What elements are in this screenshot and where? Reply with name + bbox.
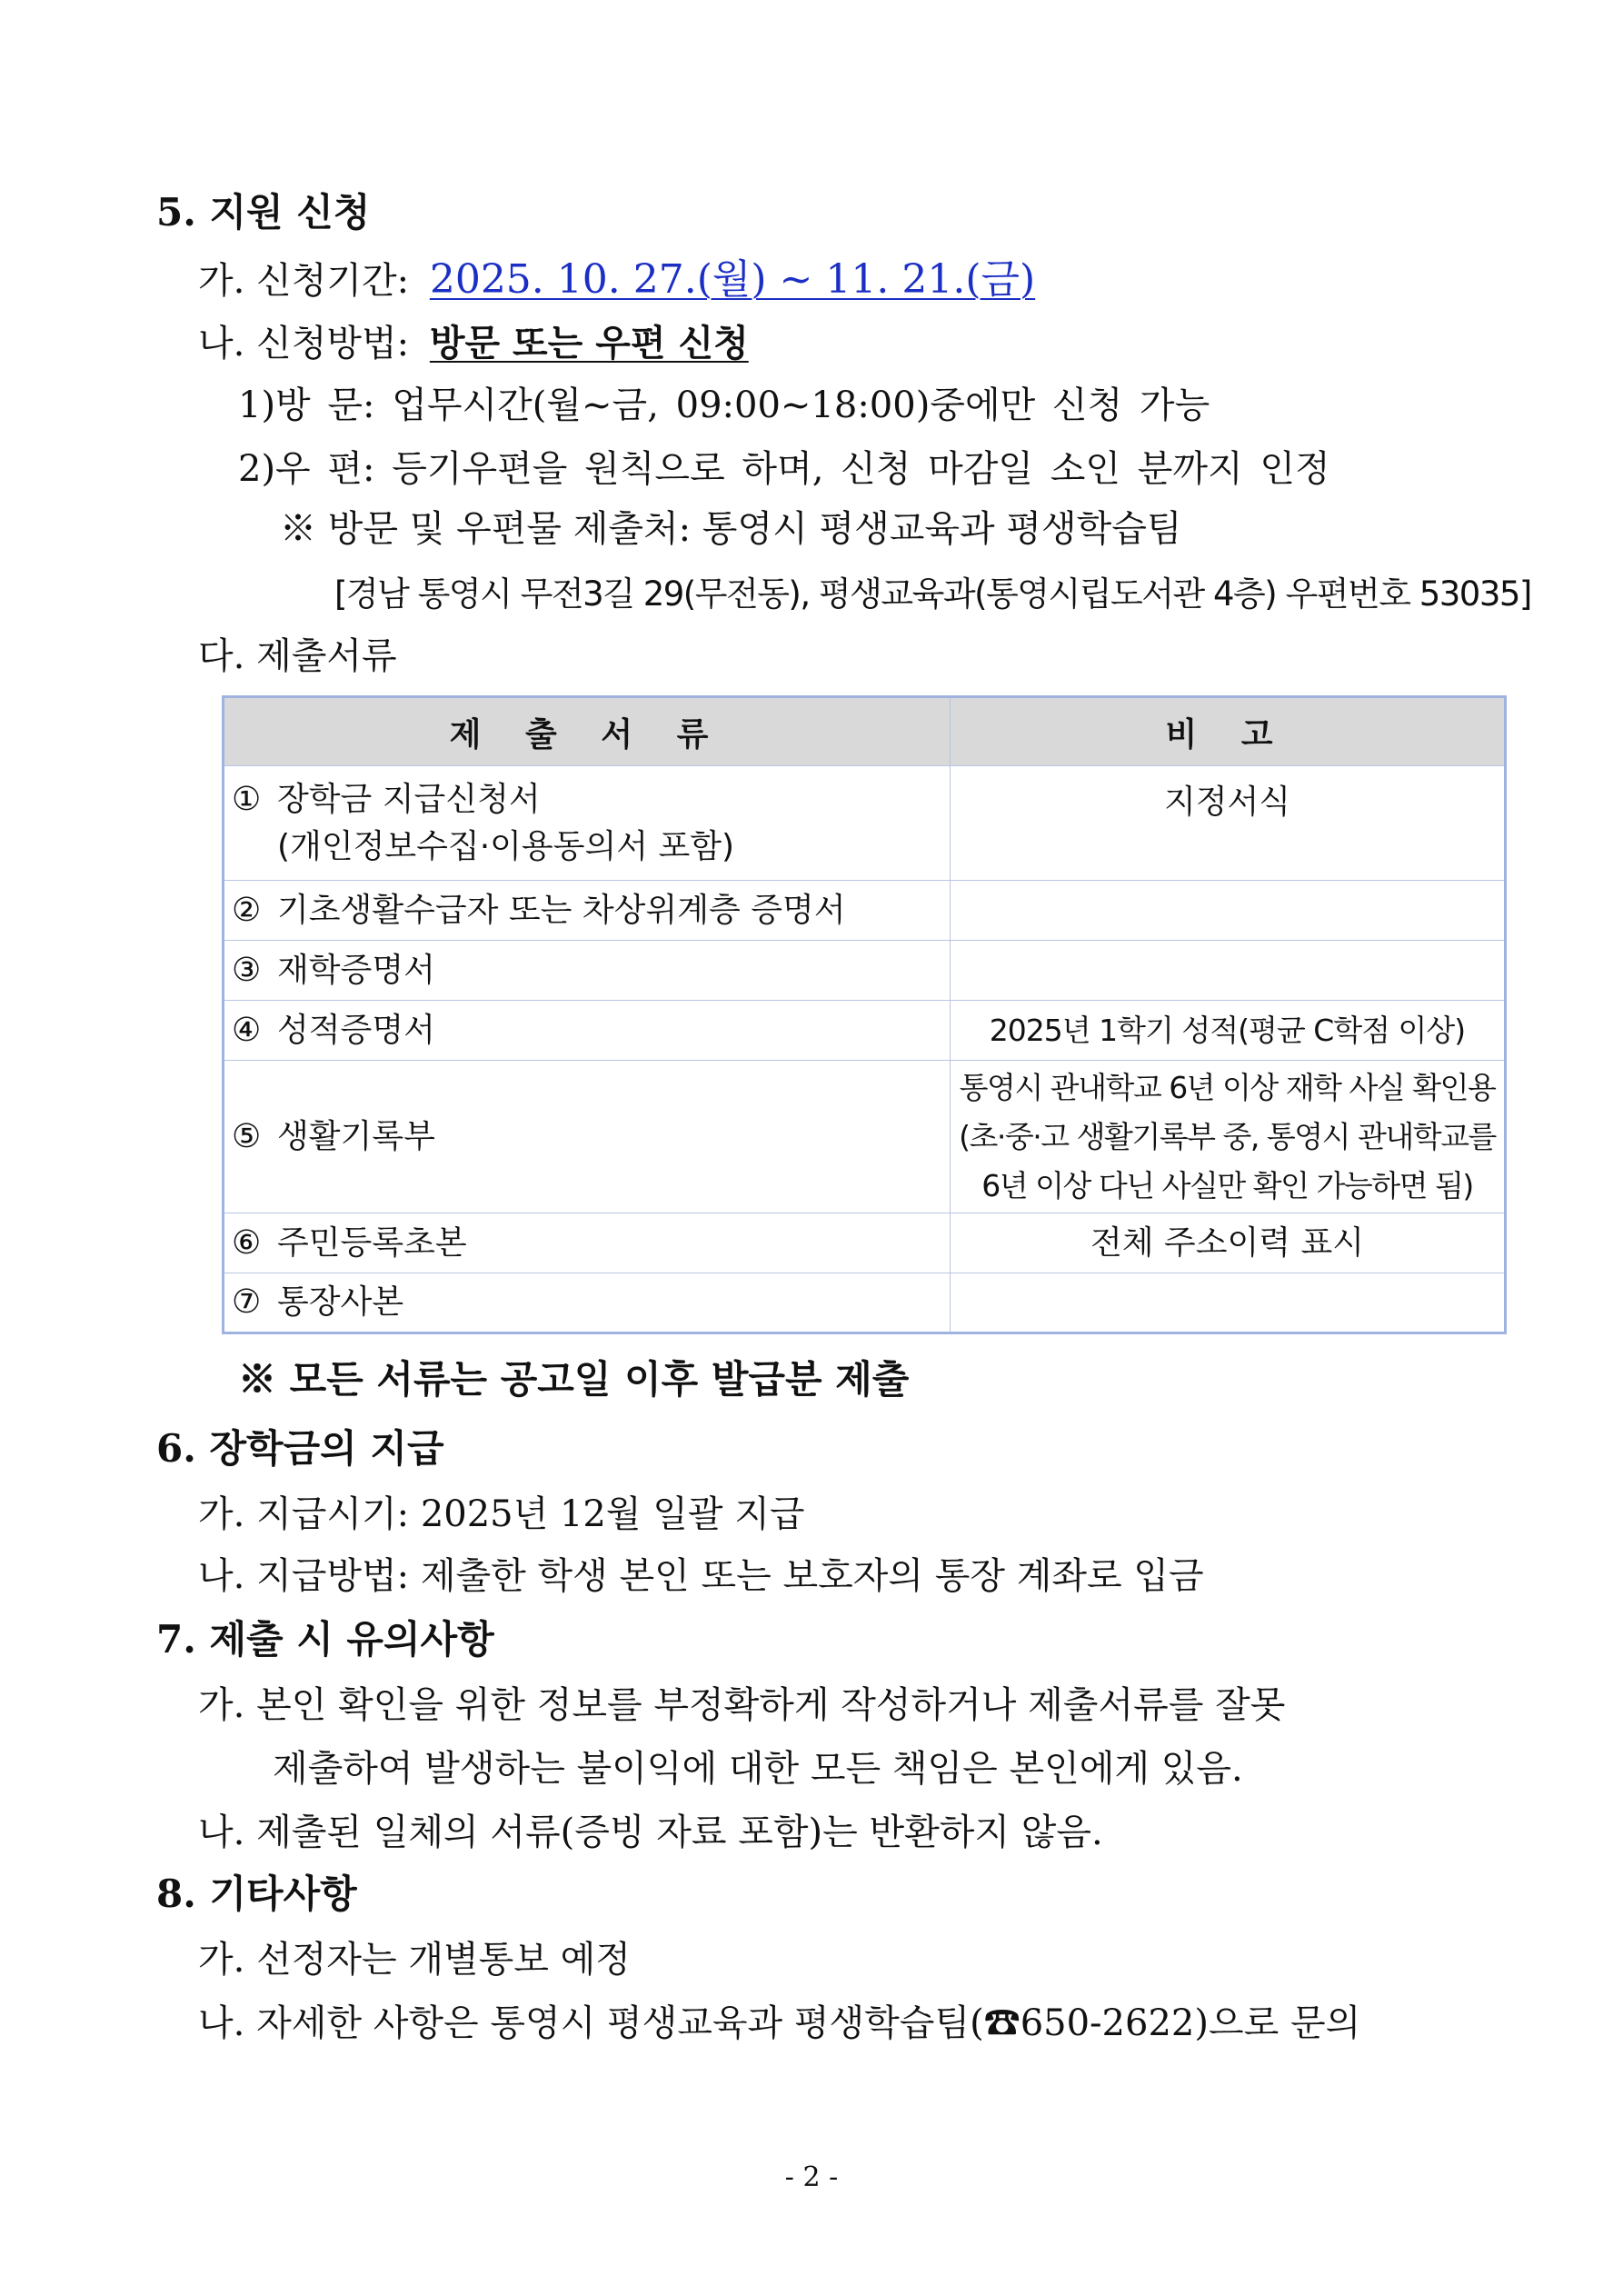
document-name: 기초생활수급자 또는 차상위계층 증명서: [277, 891, 846, 929]
caution-a-line2: 제출하여 발생하는 불이익에 대한 모든 책임은 본인에게 있음.: [273, 1748, 1243, 1790]
document-name: 성적증명서: [277, 1011, 435, 1049]
table-row: [224, 1273, 1506, 1333]
table-row: [224, 1001, 1506, 1061]
section-5-heading: 5. 지원 신청: [156, 190, 371, 235]
table-header-row: [224, 697, 1506, 766]
remark-cell: [951, 881, 1506, 941]
document-cell: [224, 881, 951, 941]
row-number: ②: [232, 891, 262, 929]
document-cell: [224, 941, 951, 1001]
application-method: [198, 320, 749, 367]
document-cell: [224, 1001, 951, 1061]
application-period-value: 2025. 10. 27.(월) ~ 11. 21.(금): [429, 256, 1036, 303]
payment-timing: 가. 지급시기: 2025년 12월 일괄 지급: [198, 1493, 805, 1535]
table-header-documents: 제 출 서 류: [224, 697, 951, 766]
section-8-heading: 8. 기타사항: [156, 1872, 357, 1916]
document-cell: [224, 1273, 951, 1333]
application-method-label: 나. 신청방법:: [198, 323, 410, 364]
table-row: [224, 941, 1506, 1001]
remark-cell: [951, 941, 1506, 1001]
caution-b: 나. 제출된 일체의 서류(증빙 자료 포함)는 반환하지 않음.: [198, 1812, 1103, 1853]
section-6-heading: 6. 장학금의 지급: [156, 1426, 444, 1471]
application-method-value: 방문 또는 우편 신청: [429, 322, 749, 364]
document-name: 장학금 지급신청서: [277, 780, 541, 818]
documents-table: [222, 695, 1507, 1334]
document-name: 주민등록초본: [277, 1223, 467, 1262]
remark-cell: 지정서식: [951, 766, 1506, 881]
table-row: [224, 881, 1506, 941]
payment-method: 나. 지급방법: 제출한 학생 본인 또는 보호자의 통장 계좌로 입금: [198, 1555, 1204, 1597]
other-b: 나. 자세한 사항은 통영시 평생교육과 평생학습팀(☎650-2622)으로 문의: [198, 2002, 1361, 2044]
remark-line: (초·중·고 생활기록부 중, 통영시 관내학교를: [959, 1118, 1496, 1154]
remark-line: 6년 이상 다닌 사실만 확인 가능하면 됨): [981, 1167, 1473, 1203]
row-number: ⑤: [232, 1117, 262, 1155]
row-number: ④: [232, 1011, 262, 1049]
remark-cell: [951, 1273, 1506, 1333]
remark-cell: [951, 1061, 1506, 1213]
mail-method: 2)우 편: 등기우편을 원칙으로 하며, 신청 마감일 소인 분까지 인정: [238, 448, 1330, 490]
other-a: 가. 선정자는 개별통보 예정: [198, 1939, 631, 1981]
remark-cell: 전체 주소이력 표시: [951, 1213, 1506, 1273]
submission-place-note: ※ 방문 및 우편물 제출처: 통영시 평생교육과 평생학습팀: [280, 508, 1182, 550]
table-row: [224, 1213, 1506, 1273]
table-header-remarks: 비 고: [951, 697, 1506, 766]
row-number: ⑥: [232, 1223, 262, 1262]
document-cell: [224, 1061, 951, 1213]
remark-cell: 2025년 1학기 성적(평균 C학점 이상): [951, 1001, 1506, 1061]
document-name: 재학증명서: [277, 951, 435, 989]
submission-address: [경남 통영시 무전3길 29(무전동), 평생교육과(통영시립도서관 4층) 우편번호 53035]: [334, 574, 1531, 614]
section-7-heading: 7. 제출 시 유의사항: [156, 1617, 494, 1662]
application-period-label: 가. 신청기간:: [198, 260, 410, 302]
documents-footnote: ※ 모든 서류는 공고일 이후 발급분 제출: [238, 1357, 910, 1402]
document-name: 생활기록부: [277, 1117, 435, 1155]
document-cell: [224, 766, 951, 881]
caution-a-line1: 가. 본인 확인을 위한 정보를 부정확하게 작성하거나 제출서류를 잘못: [198, 1684, 1286, 1726]
row-number: ①: [232, 780, 262, 818]
page-number: - 2 -: [784, 2161, 839, 2193]
document-name: 통장사본: [277, 1283, 404, 1321]
row-number: ⑦: [232, 1283, 262, 1321]
visit-method: 1)방 문: 업무시간(월~금, 09:00~18:00)중에만 신청 가능: [238, 384, 1210, 426]
table-row: [224, 1061, 1506, 1213]
documents-label: 다. 제출서류: [198, 635, 397, 677]
document-subnote: (개인정보수집·이용동의서 포함): [277, 827, 735, 865]
table-row: [224, 766, 1506, 881]
row-number: ③: [232, 951, 262, 989]
document-cell: [224, 1213, 951, 1273]
application-period: [198, 256, 1035, 304]
remark-line: 통영시 관내학교 6년 이상 재학 사실 확인용: [959, 1069, 1496, 1105]
